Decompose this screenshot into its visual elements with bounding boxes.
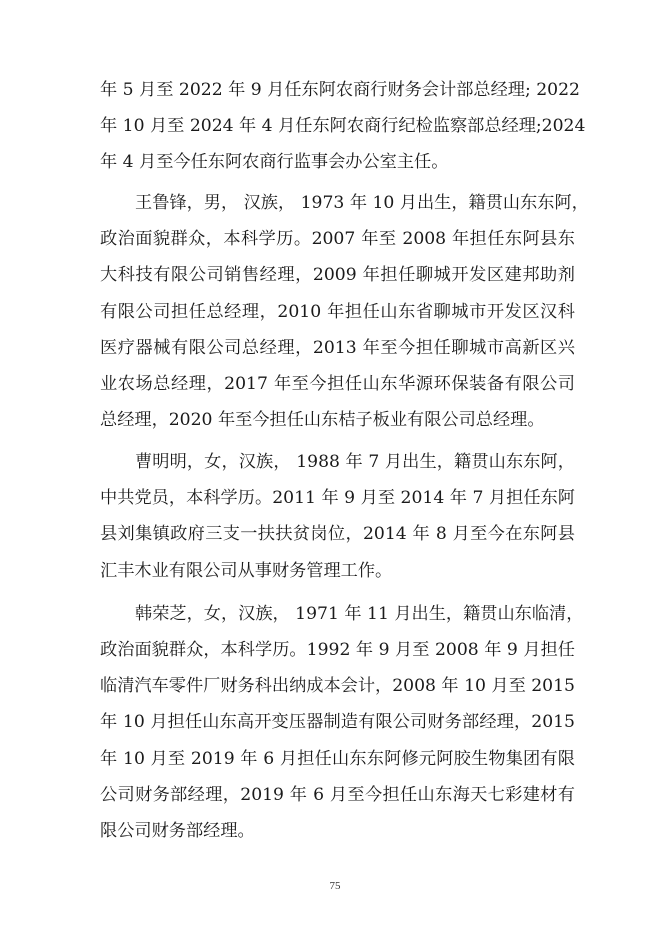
text-line: 政治面貌群众，本科学历。2007 年至 2008 年担任东阿县东 bbox=[100, 229, 575, 249]
text-line: 大科技有限公司销售经理，2009 年担任聊城开发区建邦助剂 bbox=[100, 265, 575, 285]
text-line: 总经理，2020 年至今担任山东桔子板业有限公司总经理。 bbox=[100, 410, 545, 430]
text-line: 县刘集镇政府三支一扶扶贫岗位，2014 年 8 月至今在东阿县 bbox=[100, 524, 575, 544]
text-line: 有限公司担任总经理，2010 年担任山东省聊城市开发区汉科 bbox=[100, 302, 575, 322]
text-line: 公司财务部经理，2019 年 6 月至今担任山东海天七彩建材有 bbox=[100, 785, 575, 805]
text-line: 业农场总经理，2017 年至今担任山东华源环保装备有限公司 bbox=[100, 374, 575, 394]
text-line: 王鲁锋，男， 汉族， 1973 年 10 月出生，籍贯山东东阿， bbox=[135, 193, 589, 213]
text-line: 中共党员，本科学历。2011 年 9 月至 2014 年 7 月担任东阿 bbox=[100, 488, 575, 508]
text-line: 医疗器械有限公司总经理，2013 年至今担任聊城市高新区兴 bbox=[100, 338, 575, 358]
text-line: 年 10 月至 2019 年 6 月担任山东东阿修元阿胶生物集团有限 bbox=[100, 749, 575, 769]
text-line: 临清汽车零件厂财务科出纳成本会计，2008 年 10 月至 2015 bbox=[100, 676, 575, 696]
text-line: 汇丰木业有限公司从事财务管理工作。 bbox=[100, 561, 393, 581]
text-line: 年 4 月至今任东阿农商行监事会办公室主任。 bbox=[100, 152, 449, 172]
text-line: 政治面貌群众，本科学历。1992 年 9 月至 2008 年 9 月担任 bbox=[100, 640, 575, 660]
page-number: 75 bbox=[329, 880, 341, 892]
text-line: 曹明明，女，汉族， 1988 年 7 月出生，籍贯山东东阿， bbox=[135, 452, 575, 472]
text-line: 限公司财务部经理。 bbox=[100, 821, 255, 841]
text-line: 年 10 月担任山东高开变压器制造有限公司财务部经理，2015 bbox=[100, 712, 575, 732]
text-line: 韩荣芝，女，汉族， 1971 年 11 月出生，籍贯山东临清， bbox=[135, 604, 584, 624]
text-line: 年 10 月至 2024 年 4 月任东阿农商行纪检监察部总经理;2024 bbox=[100, 116, 586, 136]
text-line: 年 5 月至 2022 年 9 月任东阿农商行财务会计部总经理; 2022 bbox=[100, 80, 580, 100]
